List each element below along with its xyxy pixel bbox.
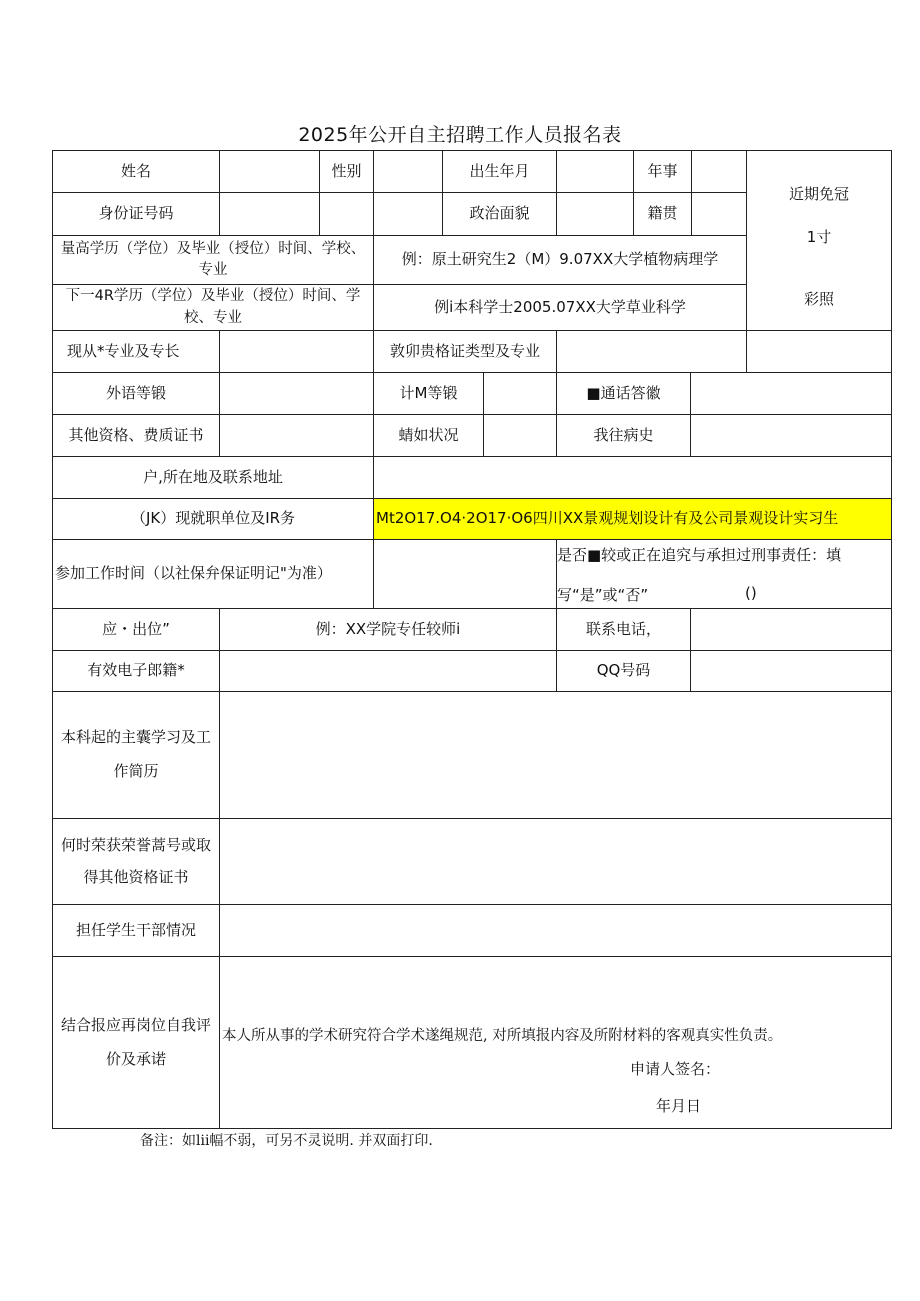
resume-label [52,691,220,819]
name-field[interactable] [219,150,320,193]
evaluation-label-line2: 价及承诺 [105,1049,166,1068]
resume-label-line1: 本科起的主囊学习及工 [60,728,211,747]
highest-edu-field[interactable]: 例：原土研究生2（M）9.07XX大学植物病理学 [373,235,747,285]
id-field-1[interactable] [219,192,320,236]
work-start-label: 参加工作时间（以社保弁保证明记"为准） [52,539,374,609]
language-field[interactable] [219,372,374,415]
major-label: 现从*专业及专长 [52,330,220,373]
age-field[interactable] [691,150,747,193]
cadre-field[interactable] [219,904,892,957]
evaluation-label [52,956,220,1129]
evaluation-label-line1: 结合报应再岗位自我评 [60,1015,211,1034]
native-field[interactable] [691,192,747,236]
highest-edu-label: 量高学历（学位）及毕业（授位）时间、学校、专业 [52,235,374,285]
cadre-label: 担任学生干部情况 [52,904,220,957]
native-label: 籍贯 [633,192,692,236]
criminal-question-line2: 写“是”或“否” [557,586,649,604]
honors-label-line1: 何时荣获荣誉蒿号或取 [60,835,211,854]
political-field[interactable] [556,192,634,236]
name-label: 姓名 [52,150,220,193]
post-label: 应・出位” [52,608,220,651]
mandarin-field[interactable] [690,372,892,415]
email-field[interactable] [219,650,557,692]
cert-type-field-extra[interactable] [746,330,892,373]
next-edu-field[interactable]: 例i本科学士2005.07XX大学草业科学 [373,284,747,331]
footnote: 备注：如lii幅不弱，可另不灵说明. 并双面打印. [140,1133,433,1149]
language-label: 外语等锻 [52,372,220,415]
cert-type-field[interactable] [556,330,747,373]
medical-history-field[interactable] [690,414,892,457]
phone-field[interactable] [690,608,892,651]
marital-field[interactable] [483,414,557,457]
id-field-3[interactable] [373,192,443,236]
phone-label: 联系电话， [556,608,691,651]
qq-field[interactable] [690,650,892,692]
other-cert-label: 其他资格、费质证书 [52,414,220,457]
evaluation-statement: 本人所从事的学术研究符合学术遂绳规范, 对所填报内容及所附材料的客观真实性负责。 [222,1028,783,1044]
applicant-signature-label[interactable]: 申请人签名： [630,1060,721,1078]
mandarin-label: ■通话答徽 [556,372,691,415]
photo-label-line2: 1寸 [806,228,832,246]
birth-label: 出生年月 [442,150,557,193]
honors-label-line2: 得其他资格证书 [83,867,189,886]
birth-field[interactable] [556,150,634,193]
resume-label-line2: 作简历 [113,762,159,780]
signature-date-label[interactable]: 年月日 [656,1097,702,1115]
qq-label: QQ号码 [556,650,691,692]
id-field-2[interactable] [319,192,374,236]
other-cert-field[interactable] [219,414,374,457]
form-title: 2025年公开自主招聘工作人员报名表 [298,124,622,146]
address-field[interactable] [373,456,892,499]
photo-label-line3: 彩照 [803,290,834,308]
post-field[interactable]: 例：XX学院专任较师i [219,608,557,651]
photo-label-line1: 近期免冠 [788,185,849,203]
cert-type-label: 敦卯贵格证类型及专业 [373,330,557,373]
email-label: 有效电子郎籍* [52,650,220,692]
current-work-field[interactable]: Mt2O17.O4·2O17·O6四川XX景观规划设计有及公司景观设计实习生 [373,498,892,540]
age-label: 年事 [633,150,692,193]
medical-history-label: 我往病史 [556,414,691,457]
honors-label [52,818,220,905]
work-start-field[interactable] [373,539,557,609]
criminal-question-line1: 是否■较或正在追究与承担过刑事责任：填 [557,546,842,564]
political-label: 政治面貌 [442,192,557,236]
id-label: 身份证号码 [52,192,220,236]
next-edu-label: 下一4R学历（学位）及毕业（授位）时间、学校、专业 [52,284,374,331]
gender-field[interactable] [373,150,443,193]
criminal-answer-paren: () [745,584,757,602]
address-label: 户,所在地及联系地址 [52,456,374,499]
gender-label: 性别 [319,150,374,193]
current-work-label: （JK）现就职单位及IR务 [52,498,374,540]
computer-label: 计M等锻 [373,372,484,415]
computer-field[interactable] [483,372,557,415]
resume-field[interactable] [219,691,892,819]
honors-field[interactable] [219,818,892,905]
major-field[interactable] [219,330,374,373]
marital-label: 蜻如状况 [373,414,484,457]
